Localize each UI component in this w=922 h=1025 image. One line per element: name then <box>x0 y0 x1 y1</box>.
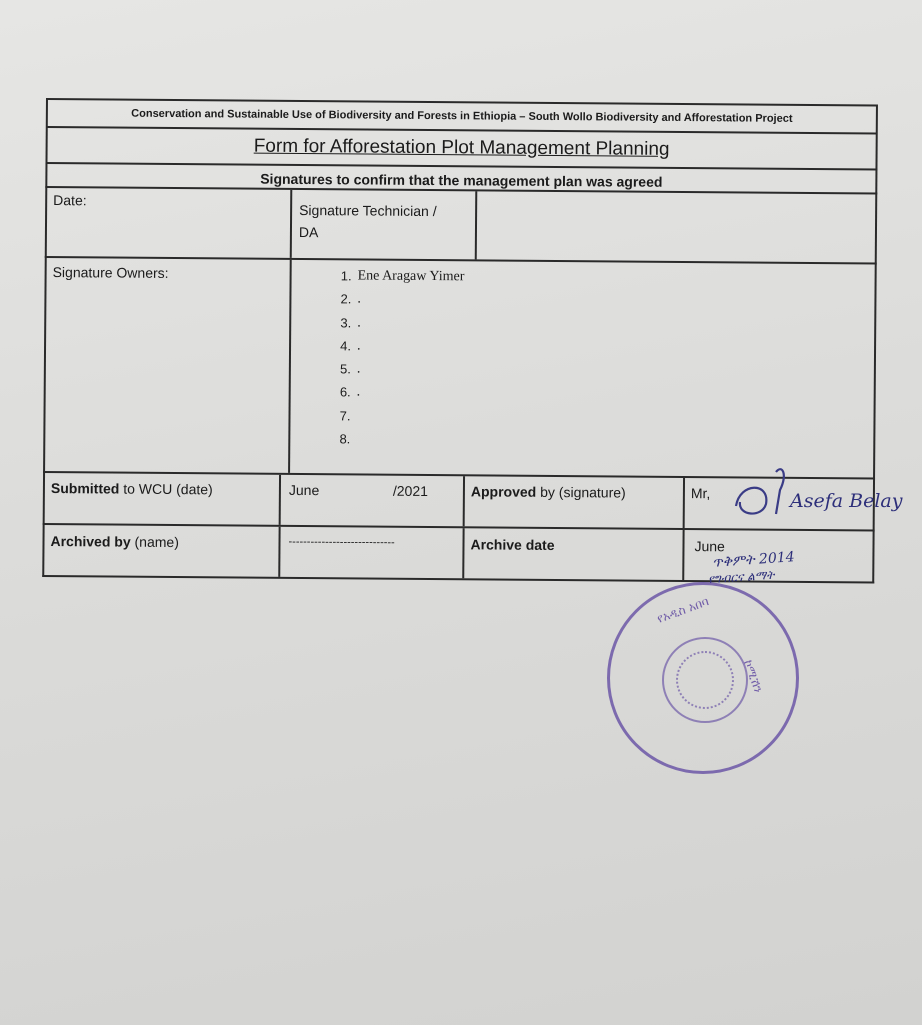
owner-num: 8. <box>339 431 351 447</box>
owner-name: . <box>356 384 361 400</box>
owner-name: . <box>357 315 361 331</box>
stamp-emblem <box>676 651 734 709</box>
submitted-label-rest: to WCU (date) <box>119 480 213 498</box>
form-title-text: Form for Afforestation Plot Management Planning <box>253 135 670 160</box>
owner-name: . <box>356 361 361 377</box>
handwritten-note: ጥቅምት 2014 <box>711 549 796 571</box>
submitted-month: June <box>288 481 320 499</box>
archived-value: ----------------------------- <box>288 535 395 549</box>
approver-signature: Asefa Belay <box>790 490 903 512</box>
project-title-text: Conservation and Sustainable Use of Biodiversity and Forests in Ethiopia – South Wollo Biodiversity and Afforestation Project <box>131 107 793 125</box>
technician-label-line1: Signature Technician / <box>299 201 437 220</box>
owner-item <box>322 408 463 432</box>
archived-label <box>50 533 179 576</box>
stamp-ring-text-top: የአዲስ አበባ <box>655 594 711 626</box>
submitted-label <box>51 480 213 524</box>
owner-name: . <box>357 291 361 307</box>
technician-label-line2: DA <box>298 223 319 241</box>
owner-num: 2. <box>340 291 352 307</box>
archive-date-label: Archive date <box>470 536 555 554</box>
submitted-year: /2021 <box>392 482 429 500</box>
approved-label <box>471 483 626 527</box>
submitted-label-bold: Submitted <box>50 480 120 497</box>
owner-num: 6. <box>339 384 351 400</box>
handwritten-note-line2: የግብርና ልማት <box>707 567 775 587</box>
owner-item <box>323 315 464 339</box>
owner-num: 5. <box>339 361 351 377</box>
owner-item <box>323 338 464 362</box>
owner-num: 3. <box>340 314 352 330</box>
stamp-ring-text-side: ኮሚሽን <box>741 658 766 695</box>
archive-date-value: June <box>694 538 725 555</box>
owner-num: 1. <box>340 268 352 284</box>
owner-num: 7. <box>339 408 351 424</box>
approved-label-bold: Approved <box>470 483 537 500</box>
date-technician-row <box>45 188 878 265</box>
owners-label: Signature Owners: <box>52 264 169 281</box>
owner-item <box>323 385 464 409</box>
signature-header-text: Signatures to confirm that the management plan was agreed <box>260 170 663 190</box>
approved-label-rest: by (signature) <box>536 483 626 501</box>
owner-item <box>323 361 464 385</box>
owner-item <box>322 431 463 455</box>
approved-value: Mr, <box>690 485 711 502</box>
owner-item <box>323 291 464 315</box>
date-label: Date: <box>53 192 87 209</box>
owner-name: . <box>357 338 361 354</box>
official-stamp <box>607 582 799 774</box>
owner-item <box>323 268 464 292</box>
owners-row <box>43 258 877 480</box>
archived-label-bold: Archived by <box>50 533 131 550</box>
technician-label <box>299 199 437 259</box>
archived-label-rest: (name) <box>130 533 179 551</box>
owners-list <box>322 268 464 455</box>
owner-name: Ene Aragaw Yimer <box>357 268 465 285</box>
owner-num: 4. <box>340 338 352 354</box>
